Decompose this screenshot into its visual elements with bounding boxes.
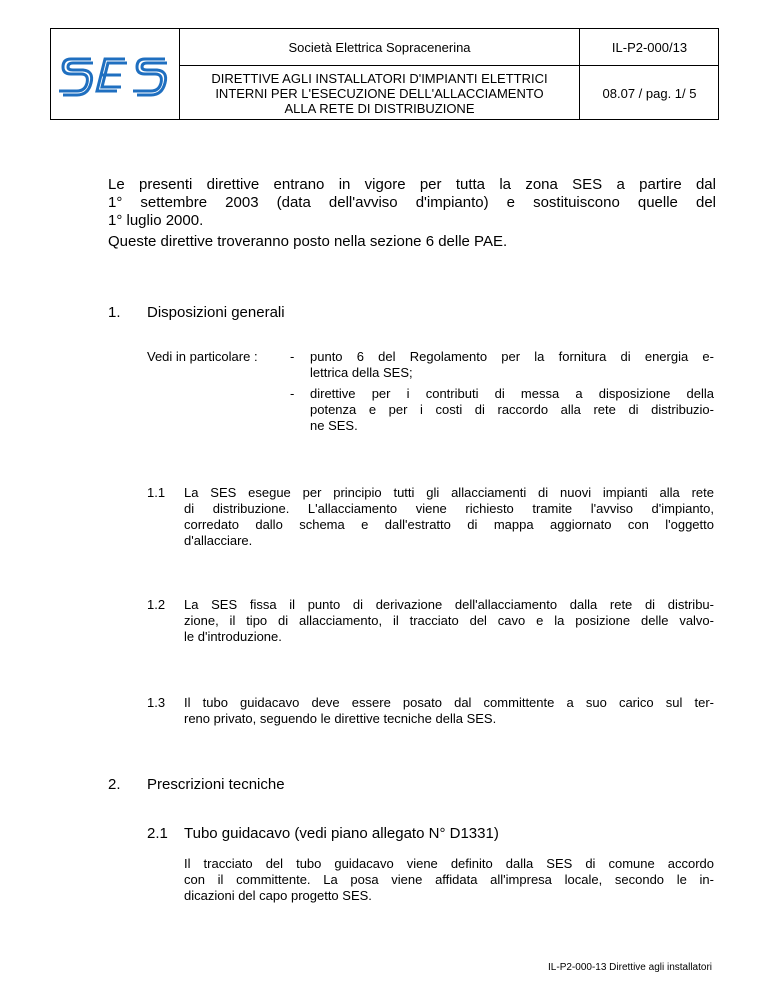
page-info: 08.07 / pag. 1/ 5 [602, 85, 697, 101]
page-footer: IL-P2-000-13 Direttive agli installatori [548, 962, 712, 973]
subsection-paragraph [184, 485, 714, 549]
list-dash: - [290, 349, 295, 364]
text-line: ne SES. [310, 418, 358, 433]
text-line: potenza e per i costi di raccordo alla rete di distribuzio- [310, 402, 714, 417]
title-line: ALLA RETE DI DISTRIBUZIONE [284, 100, 475, 116]
section-title: Disposizioni generali [147, 304, 285, 321]
subsection-paragraph [184, 597, 714, 645]
see-label: Vedi in particolare : [147, 349, 258, 364]
subsection-paragraph [184, 695, 714, 727]
section-title: Prescrizioni tecniche [147, 776, 285, 793]
text-line: direttive per i contributi di messa a disposizione della [310, 386, 714, 401]
list-dash: - [290, 386, 295, 401]
text-line: dicazioni del capo progetto SES. [184, 888, 372, 903]
text-line: le d'introduzione. [184, 629, 282, 644]
text-line: d'allacciare. [184, 533, 253, 548]
text-line: punto 6 del Regolamento per la fornitura di energia e- [310, 349, 714, 364]
text-line: lettrica della SES; [310, 365, 413, 380]
subsection-paragraph [184, 856, 714, 904]
text-line: Il tracciato del tubo guidacavo viene definito dalla SES di comune accordo [184, 856, 714, 871]
ses-logo [57, 45, 173, 105]
text-line: Il tubo guidacavo deve essere posato dal committente a suo carico sul ter- [184, 695, 714, 710]
header-table [50, 28, 719, 120]
text-line: La SES esegue per principio tutti gli allacciamenti di nuovi impianti alla rete [184, 485, 714, 500]
text-line: corredato dallo schema e dall'estratto di mappa aggiornato con l'oggetto [184, 517, 714, 532]
text-line: La SES fissa il punto di derivazione dell'allacciamento dalla rete di distribu- [184, 597, 714, 612]
subsection-title: Tubo guidacavo (vedi piano allegato N° D1331) [184, 825, 499, 842]
text-line: 1° settembre 2003 (data dell'avviso d'impianto) e sostituiscono quelle del [108, 194, 716, 211]
subsection-number: 1.1 [147, 485, 166, 500]
subsection-number: 1.3 [147, 695, 166, 710]
intro-paragraph [108, 176, 716, 230]
text-line: zione, il tipo di allacciamento, il tracciato del cavo e la posizione delle valvo- [184, 613, 714, 628]
company-name: Società Elettrica Sopracenerina [288, 39, 471, 55]
title-line: INTERNI PER L'ESECUZIONE DELL'ALLACCIAMENTO [215, 85, 544, 101]
list-item [310, 386, 714, 434]
section-number: 1. [108, 304, 121, 321]
subsection-number: 2.1 [147, 825, 168, 842]
text-line: con il committente. La posa viene affidata all'impresa locale, secondo le in- [184, 872, 714, 887]
list-item [310, 349, 714, 381]
section-number: 2. [108, 776, 121, 793]
title-line: DIRETTIVE AGLI INSTALLATORI D'IMPIANTI ELETTRICI [211, 70, 548, 86]
document-title [180, 66, 579, 120]
text-line: 1° luglio 2000. [108, 212, 204, 229]
text-line: Le presenti direttive entrano in vigore per tutta la zona SES a partire dal [108, 176, 716, 193]
intro-paragraph-2: Queste direttive troveranno posto nella sezione 6 delle PAE. [108, 233, 508, 250]
subsection-number: 1.2 [147, 597, 166, 612]
document-code: IL-P2-000/13 [611, 39, 688, 55]
text-line: reno privato, seguendo le direttive tecniche della SES. [184, 711, 497, 726]
text-line: di distribuzione. L'allacciamento viene richiesto tramite l'avviso d'impianto, [184, 501, 714, 516]
